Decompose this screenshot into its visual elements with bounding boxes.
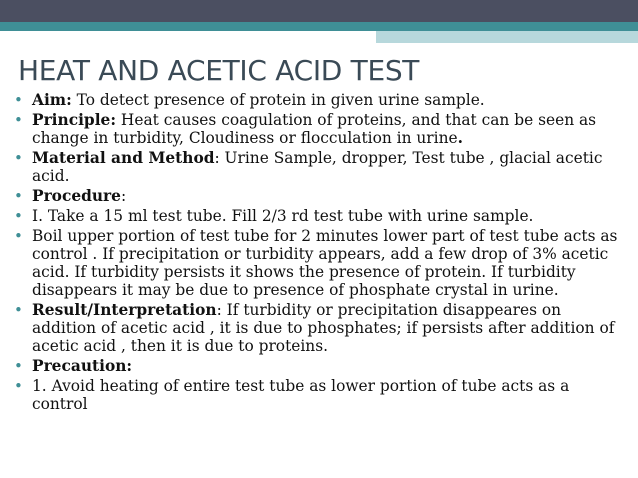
item-text: 1. Avoid heating of entire test tube as lower portion of tube acts as a control bbox=[32, 377, 570, 413]
item-label: Principle: bbox=[32, 111, 117, 129]
list-item bbox=[14, 91, 624, 109]
item-text: To detect presence of protein in given urine sample. bbox=[71, 91, 485, 109]
bullet-icon: • bbox=[14, 149, 23, 167]
bullet-icon: • bbox=[14, 111, 23, 129]
slide-title: HEAT AND ACETIC ACID TEST bbox=[18, 54, 420, 87]
accent-stripe bbox=[0, 22, 638, 31]
list-item bbox=[14, 227, 624, 299]
item-tail: . bbox=[457, 129, 463, 147]
item-text: I. Take a 15 ml test tube. Fill 2/3 rd test tube with urine sample. bbox=[32, 207, 534, 225]
list-item bbox=[14, 187, 624, 205]
bullet-icon: • bbox=[14, 91, 23, 109]
bullet-icon: • bbox=[14, 377, 23, 395]
list-item bbox=[14, 207, 624, 225]
bullet-icon: • bbox=[14, 227, 23, 245]
list-item bbox=[14, 149, 624, 185]
bullet-list bbox=[14, 91, 624, 415]
item-label: Result/Interpretation bbox=[32, 301, 217, 319]
item-label: Aim: bbox=[32, 91, 72, 109]
list-item bbox=[14, 111, 624, 147]
top-banner bbox=[0, 0, 638, 22]
list-item bbox=[14, 377, 624, 413]
item-label: Material and Method bbox=[32, 149, 215, 167]
list-item bbox=[14, 357, 624, 375]
item-text: Boil upper portion of test tube for 2 minutes lower part of test tube acts as control . If precipitation or turbidity appears, add a few drop of 3% acetic acid. If turbidity persists it shows the presence of protein. If turbidity disappears it may be due to presence of phosphate crystal in urine. bbox=[32, 227, 618, 299]
item-text: : Urine Sample, dropper, Test tube , glacial acetic acid. bbox=[32, 149, 603, 185]
light-stripe bbox=[376, 31, 638, 43]
bullet-icon: • bbox=[14, 207, 23, 225]
item-label: Procedure bbox=[32, 187, 121, 205]
list-item bbox=[14, 301, 624, 355]
item-text: Heat causes coagulation of proteins, and that can be seen as change in turbidity, Cloudiness or flocculation in urine bbox=[32, 111, 597, 147]
item-text: : If turbidity or precipitation disappeares on addition of acetic acid , it is due to phosphates; if persists after addition of acetic acid , then it is due to proteins. bbox=[32, 301, 615, 355]
bullet-icon: • bbox=[14, 301, 23, 319]
item-text: : bbox=[120, 187, 127, 205]
item-label: Precaution: bbox=[32, 357, 133, 375]
bullet-icon: • bbox=[14, 187, 23, 205]
bullet-icon: • bbox=[14, 357, 23, 375]
